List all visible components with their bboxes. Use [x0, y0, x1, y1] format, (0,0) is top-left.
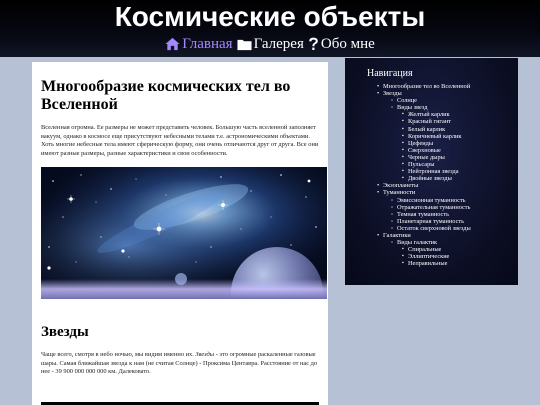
sidebar-list — [383, 83, 518, 267]
stars-paragraph: Чаще всего, смотря в небо ночью, мы видим именно их. Звезды - это огромные раскаленные газовые шары. Самая ближайшая звезда к нам (не считая Солнце) - Проксима Центавра. Расстояние от нас до нее - 39 900 000 000 000 км. Далековато. — [41, 351, 318, 375]
sidebar-item-irregular[interactable]: ▪ Неправильные — [408, 260, 518, 267]
sidebar-item-spiral[interactable]: ▪ Спиральные — [408, 246, 518, 253]
nav-about-link[interactable] — [308, 35, 375, 53]
sidebar-item-binary-stars[interactable]: ▪ Двойные звезды — [408, 175, 518, 182]
sidebar-item-cepheids[interactable]: ▪ Цефеиды — [408, 140, 518, 147]
nav-gallery-link[interactable] — [237, 35, 304, 53]
question-icon — [308, 37, 319, 51]
page-heading: Многообразие космических тел во Вселенной — [41, 78, 291, 113]
top-nav — [0, 34, 540, 54]
sidebar-item-black-holes[interactable]: ▪ Черные дыры — [408, 154, 518, 161]
sidebar-item-galaxy-types[interactable]: ◦ Виды галактик ▪ Спиральные ▪ Эллиптические ▪ Неправильные — [397, 239, 518, 267]
nav-home-link[interactable] — [165, 35, 232, 53]
sidebar-item-elliptical[interactable]: ▪ Эллиптические — [408, 253, 518, 260]
intro-paragraph: Вселенная огромна. Ее размеры не может представить человек. Большую часть вселенной заполняет вакуум, однако в космосе еще присутствуют небесными телами т.е. астрономическими объектами. Хоть многие небесные тела имеют сферическую форму, они очень отличаются друг от друга. Все они имеют разные размеры, разные характеристики и свои особенности. — [41, 124, 319, 157]
home-icon — [165, 37, 180, 51]
site-title: Космические объекты — [114, 1, 426, 32]
space-image — [41, 167, 327, 299]
sidebar-item-emission-nebula[interactable]: ◦ Эмиссионная туманность — [397, 197, 518, 204]
sidebar-item-dark-nebula[interactable]: ◦ Темная туманность — [397, 211, 518, 218]
sidebar-item-brown-dwarf[interactable]: ▪ Коричневый карлик — [408, 133, 518, 140]
sidebar-item-planetary-nebula[interactable]: ◦ Планетарная туманность — [397, 218, 518, 225]
sidebar-item-white-dwarf[interactable]: ▪ Белый карлик — [408, 126, 518, 133]
sidebar-item-diversity[interactable]: • Многообразие тел во Вселенной — [383, 83, 518, 90]
sidebar-title: Навигация — [367, 68, 413, 79]
sidebar-item-pulsars[interactable]: ▪ Пульсары — [408, 161, 518, 168]
sidebar-item-star-types[interactable]: ◦ Виды звезд ▪ Желтый карлик ▪ Красный гигант ▪ Белый карлик ▪ Коричневый карлик ▪ Цефеиды ▪ Сверхновые ▪ Черные дыры ▪ Пульсары ▪ Нейтронная звезда ▪ Двойные звезды — [397, 104, 518, 182]
sidebar-item-supernova-remnant[interactable]: ◦ Остаток сверхновой звезды — [397, 225, 518, 232]
sidebar-item-exoplanets[interactable]: • Экзопланеты — [383, 182, 518, 189]
nav-about-label: Обо мне — [320, 36, 375, 52]
sidebar-item-nebulae[interactable]: • Туманности ◦ Эмиссионная туманность ◦ Отражательная туманность ◦ Темная туманность ◦ Планетарная туманность ◦ Остаток сверхновой звезды — [383, 189, 518, 232]
sidebar-item-sun[interactable]: ◦ Солнце — [397, 97, 518, 104]
site-header — [0, 0, 540, 57]
sidebar-item-stars[interactable]: • Звезды ◦ Солнце ◦ Виды звезд ▪ Желтый карлик ▪ Красный гигант ▪ Белый карлик ▪ Коричневый карлик ▪ Цефеиды ▪ Сверхновые ▪ Черные дыры ▪ Пульсары ▪ Нейтронная звезда ▪ Двойные звезды — [383, 90, 518, 182]
sidebar-item-yellow-dwarf[interactable]: ▪ Желтый карлик — [408, 111, 518, 118]
nav-home-label: Главная — [182, 36, 233, 52]
sidebar-item-neutron-star[interactable]: ▪ Нейтронная звезда — [408, 168, 518, 175]
nav-gallery-label: Галерея — [253, 36, 304, 52]
sidebar-item-galaxies[interactable]: • Галактики ◦ Виды галактик ▪ Спиральные ▪ Эллиптические ▪ Неправильные — [383, 232, 518, 267]
sidebar-navigation — [345, 58, 518, 285]
sidebar-item-red-giant[interactable]: ▪ Красный гигант — [408, 118, 518, 125]
main-content — [32, 62, 328, 405]
sidebar-item-reflection-nebula[interactable]: ◦ Отражательная туманность — [397, 204, 518, 211]
sidebar-item-supernovae[interactable]: ▪ Сверхновые — [408, 147, 518, 154]
folder-icon — [237, 38, 252, 51]
stars-emphasis: Звезды — [195, 351, 215, 358]
stars-heading: Звезды — [41, 324, 89, 340]
